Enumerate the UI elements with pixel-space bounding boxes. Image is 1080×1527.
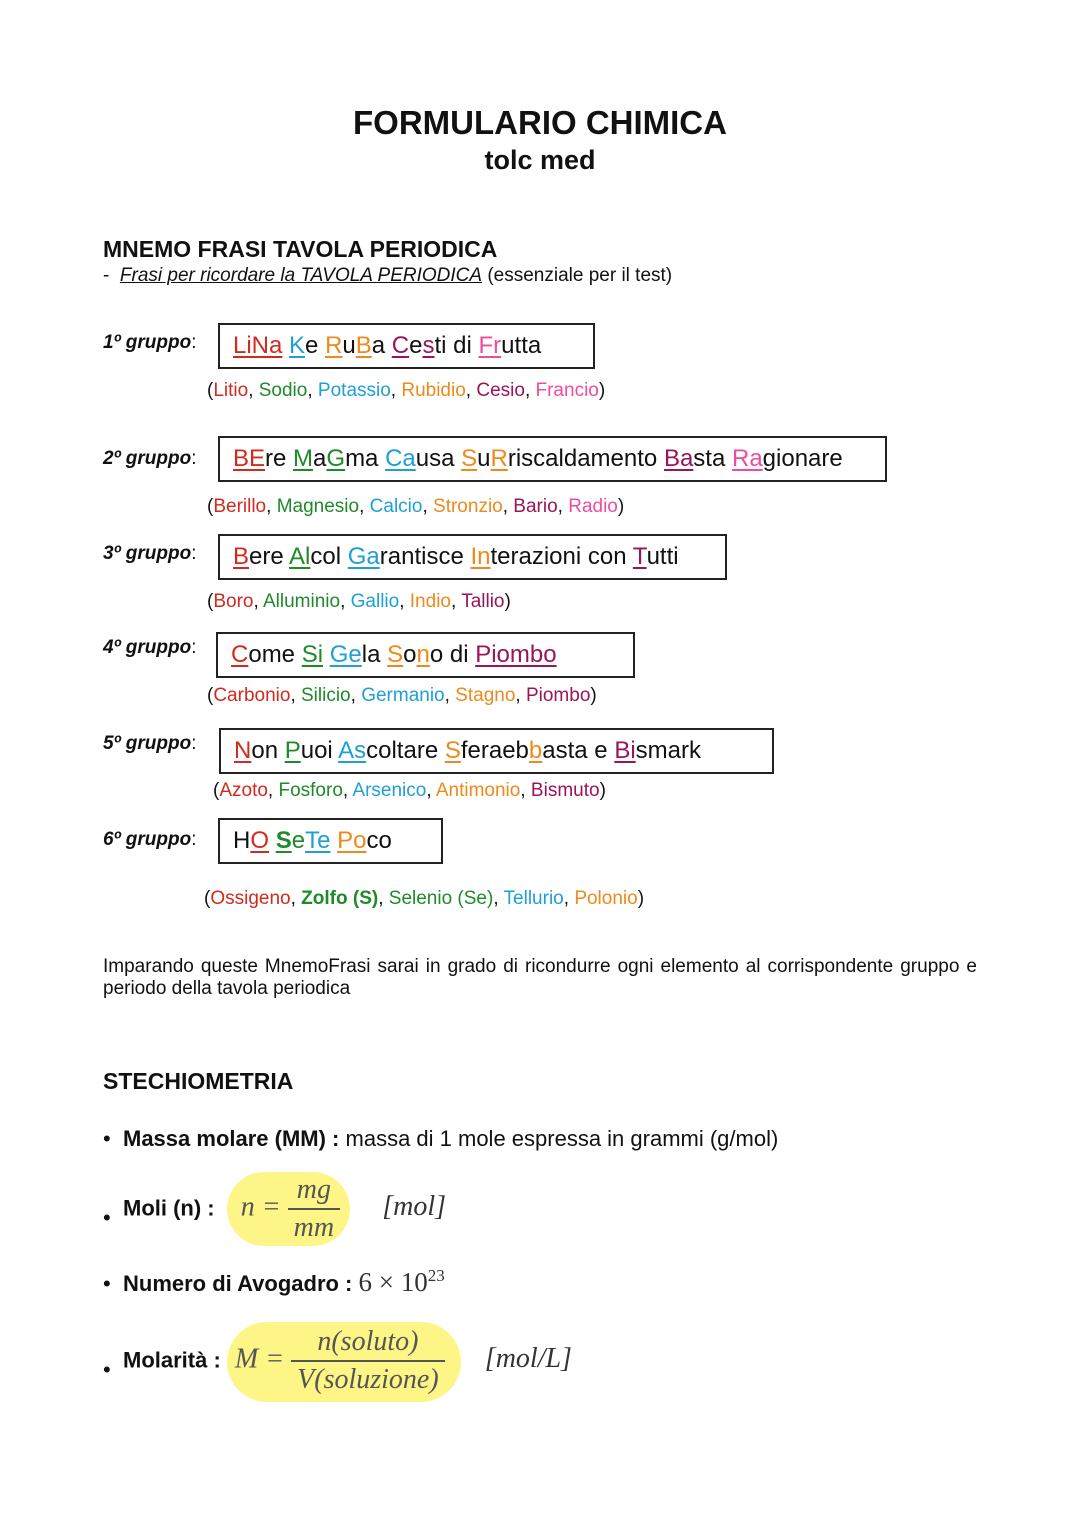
- mnemonic-segment: K: [289, 332, 306, 359]
- group-label-colon: :: [191, 637, 197, 658]
- dash: -: [103, 265, 110, 286]
- mnemonic-segment: la: [361, 641, 388, 668]
- mnemonic-segment: LiNa: [233, 332, 283, 359]
- element-name: Calcio: [369, 496, 423, 517]
- mnemonic-segment: R: [325, 332, 343, 359]
- mnemonic-segment: N: [234, 737, 252, 764]
- element-name: Potassio: [317, 380, 391, 401]
- mnemonic-segment: G: [326, 445, 346, 472]
- element-list: (Litio, Sodio, Potassio, Rubidio, Cesio, Francio): [207, 380, 606, 401]
- mnemonic-segment: B: [233, 543, 250, 570]
- massa-text: massa di 1 mole espressa in grammi (g/mol): [339, 1126, 779, 1151]
- avogadro-value: [359, 1267, 445, 1297]
- mnemonic-segment: H: [233, 827, 251, 854]
- element-name: Carbonio: [213, 685, 291, 706]
- mnemonic-segment: rantisce: [379, 543, 471, 570]
- mnemonic-segment: R: [490, 445, 508, 472]
- mnemonic-segment: s: [422, 332, 435, 359]
- molarita-numerator: n(soluto): [317, 1326, 419, 1357]
- mnemonic-segment: Ca: [385, 445, 416, 472]
- group-label: [103, 733, 197, 755]
- element-name: Silicio: [301, 685, 351, 706]
- mnemonic-segment: Ge: [329, 641, 362, 668]
- mnemonic-segment: Ga: [347, 543, 380, 570]
- mnemonic-segment: Si: [301, 641, 324, 668]
- group-label: [103, 448, 197, 470]
- molarita-denominator: V(soluzione): [291, 1360, 445, 1396]
- group-label-text: 1º gruppo: [103, 332, 192, 353]
- molarita-label: Molarità :: [123, 1347, 221, 1373]
- mnemonic-segment: ti di: [434, 332, 479, 359]
- page-subtitle: tolc med: [484, 145, 596, 175]
- moli-label: Moli (n) :: [123, 1195, 215, 1221]
- mnemonic-segment: e: [409, 332, 423, 359]
- mnemonic-segment: Ba: [663, 445, 694, 472]
- mnemonic-segment: O: [250, 827, 270, 854]
- mnemonic-segment: C: [391, 332, 410, 359]
- group-label-colon: :: [191, 448, 197, 469]
- molarita-unit: [mol/L]: [484, 1343, 572, 1375]
- mnemonic-box: [219, 728, 774, 774]
- mnemonic-segment: usa: [415, 445, 462, 472]
- element-name: Gallio: [350, 591, 400, 612]
- mnemonic-segment: co: [366, 827, 392, 854]
- mnemonic-segment: [269, 827, 276, 854]
- moli-formula: [227, 1172, 350, 1246]
- bullet-moli: [103, 1172, 446, 1246]
- mnemonic-segment: smark: [635, 737, 701, 764]
- moli-unit: [mol]: [382, 1191, 447, 1223]
- element-name: Magnesio: [276, 496, 360, 517]
- mnemonic-segment: terazioni con: [490, 543, 633, 570]
- moli-denominator: mm: [288, 1208, 340, 1244]
- mnemonic-segment: ome: [248, 641, 302, 668]
- subtitle-rest: (essenziale per il test): [482, 265, 673, 286]
- section-heading-mnemo: MNEMO FRASI TAVOLA PERIODICA: [103, 236, 498, 262]
- group-label: [103, 332, 197, 354]
- mnemonic-segment: e: [291, 827, 306, 854]
- element-name: Francio: [535, 380, 599, 401]
- bullet-avogadro: [103, 1266, 445, 1298]
- mnemonic-segment: Piombo: [475, 641, 557, 668]
- mnemonic-box: [218, 323, 595, 369]
- mnemonic-segment: S: [387, 641, 404, 668]
- mnemonic-box: [216, 632, 635, 678]
- avogadro-base: 6 × 10: [358, 1267, 428, 1297]
- element-name: Selenio (Se): [388, 888, 494, 909]
- mnemonic-segment: sta: [693, 445, 732, 472]
- mnemonic-segment: coltare: [366, 737, 445, 764]
- element-list: (Carbonio, Silicio, Germanio, Stagno, Piombo): [207, 685, 597, 706]
- element-name: Piombo: [525, 685, 591, 706]
- mnemonic-segment: [323, 641, 330, 668]
- bullet-molarita: [103, 1322, 572, 1402]
- mnemonic-segment: asta e: [542, 737, 615, 764]
- bullet-massa-molare: [103, 1126, 778, 1152]
- element-name: Alluminio: [262, 591, 341, 612]
- element-name: Zolfo (S): [301, 888, 379, 909]
- mnemonic-box: [218, 534, 727, 580]
- mnemonic-segment: S: [275, 827, 292, 854]
- group-label-colon: :: [191, 332, 197, 353]
- mnemonic-segment: Bi: [614, 737, 636, 764]
- mnemonic-segment: o di: [429, 641, 476, 668]
- note-paragraph: Imparando queste MnemoFrasi sarai in grado di ricondurre ogni elemento al corrispondente gruppo e periodo della tavola periodica: [103, 956, 977, 999]
- molarita-formula: [227, 1322, 461, 1402]
- group-label-colon: :: [191, 829, 197, 850]
- mnemonic-segment: a: [313, 445, 327, 472]
- mnemonic-segment: As: [338, 737, 367, 764]
- massa-label: Massa molare (MM) :: [123, 1126, 340, 1151]
- subtitle-emphasis: Frasi per ricordare la TAVOLA PERIODICA: [119, 265, 483, 286]
- mnemonic-segment: Fr: [478, 332, 502, 359]
- mnemonic-segment: ma: [345, 445, 386, 472]
- avogadro-exponent: 23: [427, 1266, 445, 1285]
- element-name: Sodio: [258, 380, 308, 401]
- mnemonic-segment: utti: [646, 543, 679, 570]
- mnemonic-segment: u: [477, 445, 491, 472]
- mnemonic-box: [218, 436, 887, 482]
- group-label-text: 2º gruppo: [103, 448, 192, 469]
- element-name: Polonio: [574, 888, 638, 909]
- element-name: Radio: [568, 496, 618, 517]
- element-name: Tallio: [461, 591, 505, 612]
- mnemonic-segment: Ra: [731, 445, 763, 472]
- element-list: (Berillo, Magnesio, Calcio, Stronzio, Bario, Radio): [207, 496, 625, 517]
- group-label: [103, 829, 197, 851]
- mnemonic-segment: o: [403, 641, 417, 668]
- element-name: Germanio: [361, 685, 445, 706]
- page-title: FORMULARIO CHIMICA: [353, 104, 727, 141]
- element-name: Azoto: [219, 780, 268, 801]
- element-name: Bismuto: [530, 780, 600, 801]
- moli-fraction: [288, 1174, 340, 1244]
- element-name: Litio: [213, 380, 249, 401]
- element-list: (Azoto, Fosforo, Arsenico, Antimonio, Bismuto): [213, 780, 606, 801]
- group-label-text: 6º gruppo: [103, 829, 192, 850]
- group-label-text: 4º gruppo: [103, 637, 192, 658]
- element-name: Indio: [409, 591, 451, 612]
- mnemonic-segment: utta: [501, 332, 542, 359]
- element-name: Ossigeno: [210, 888, 291, 909]
- mnemonic-segment: M: [293, 445, 314, 472]
- mnemonic-segment: S: [461, 445, 478, 472]
- group-label-colon: :: [191, 543, 197, 564]
- mnemonic-segment: col: [310, 543, 348, 570]
- mnemonic-segment: u: [342, 332, 356, 359]
- group-label: [103, 637, 197, 659]
- mnemonic-segment: P: [284, 737, 301, 764]
- mnemonic-segment: riscaldamento: [507, 445, 664, 472]
- mnemonic-segment: on: [251, 737, 285, 764]
- element-name: Stagno: [455, 685, 516, 706]
- mnemonic-segment: ere: [249, 543, 290, 570]
- mnemonic-segment: Te: [305, 827, 331, 854]
- section-heading-stechiometria: STECHIOMETRIA: [103, 1068, 294, 1094]
- section-subtitle: [103, 265, 672, 287]
- bullet-dot: •: [103, 1126, 111, 1151]
- element-name: Rubidio: [401, 380, 466, 401]
- element-list: (Boro, Alluminio, Gallio, Indio, Tallio): [207, 591, 511, 612]
- mnemonic-segment: Al: [289, 543, 311, 570]
- mnemonic-segment: feraeb: [460, 737, 529, 764]
- moli-lhs: n =: [240, 1191, 281, 1223]
- mnemonic-segment: T: [632, 543, 647, 570]
- mnemonic-segment: gionare: [762, 445, 843, 472]
- molarita-lhs: M =: [234, 1343, 285, 1375]
- element-name: Tellurio: [503, 888, 564, 909]
- element-name: Cesio: [476, 380, 525, 401]
- mnemonic-box: [218, 818, 443, 864]
- molarita-fraction: [291, 1326, 445, 1396]
- element-name: Fosforo: [278, 780, 343, 801]
- group-label: [103, 543, 197, 565]
- element-name: Antimonio: [435, 780, 521, 801]
- mnemonic-segment: C: [231, 641, 249, 668]
- bullet-dot: •: [103, 1357, 111, 1383]
- group-label-colon: :: [191, 733, 197, 754]
- element-name: Boro: [213, 591, 254, 612]
- bullet-dot: •: [103, 1205, 111, 1231]
- mnemonic-segment: re: [265, 445, 294, 472]
- mnemonic-segment: n: [416, 641, 430, 668]
- element-name: Berillo: [213, 496, 267, 517]
- mnemonic-segment: In: [470, 543, 491, 570]
- element-name: Stronzio: [433, 496, 503, 517]
- element-list: (Ossigeno, Zolfo (S), Selenio (Se), Tellurio, Polonio): [204, 888, 645, 909]
- group-label-text: 3º gruppo: [103, 543, 192, 564]
- avogadro-label: Numero di Avogadro :: [123, 1271, 353, 1296]
- mnemonic-segment: uoi: [300, 737, 339, 764]
- group-label-text: 5º gruppo: [103, 733, 192, 754]
- element-name: Arsenico: [352, 780, 427, 801]
- mnemonic-segment: b: [528, 737, 543, 764]
- moli-numerator: mg: [296, 1174, 332, 1205]
- element-name: Bario: [513, 496, 558, 517]
- mnemonic-segment: BE: [233, 445, 266, 472]
- mnemonic-segment: e: [305, 332, 326, 359]
- mnemonic-segment: S: [444, 737, 461, 764]
- mnemonic-segment: Po: [337, 827, 367, 854]
- mnemonic-segment: B: [355, 332, 372, 359]
- mnemonic-segment: a: [371, 332, 392, 359]
- bullet-dot: •: [103, 1271, 111, 1296]
